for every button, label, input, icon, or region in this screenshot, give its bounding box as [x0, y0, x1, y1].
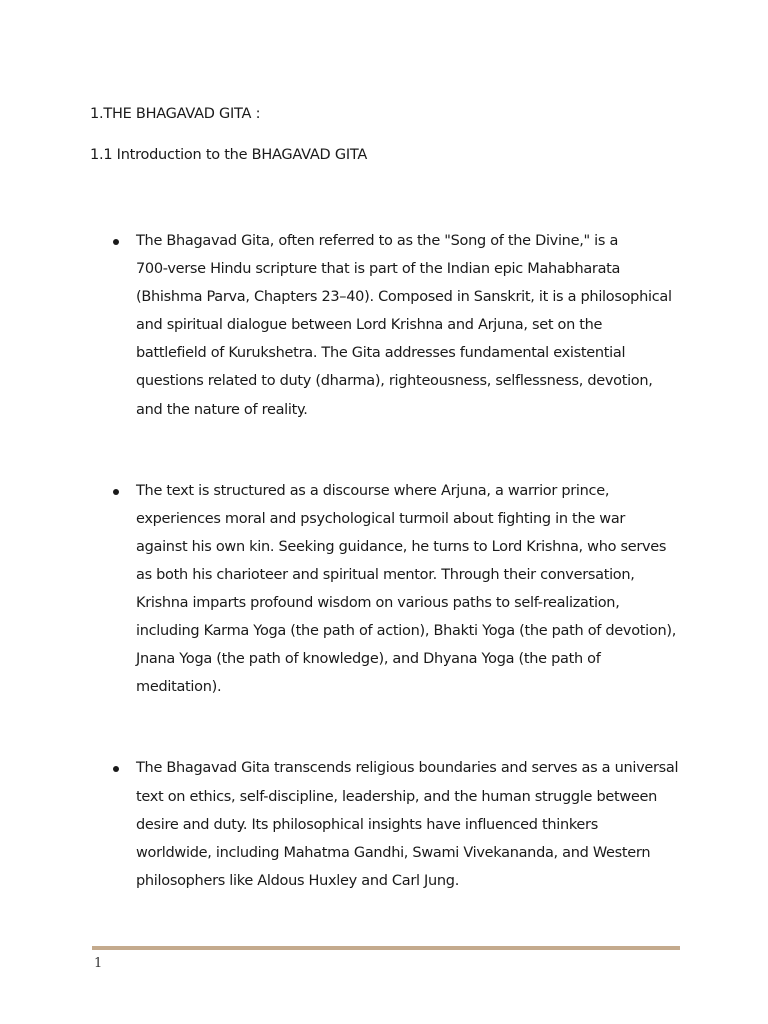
bullet-line: The text is structured as a discourse where Arjuna, a warrior prince,: [136, 482, 610, 499]
bullet-line: Krishna imparts profound wisdom on various paths to self-realization,: [136, 595, 620, 612]
bullet-line: worldwide, including Mahatma Gandhi, Swami Vivekananda, and Western: [136, 844, 651, 861]
bullet-item: [110, 754, 690, 894]
bullet-line: Jnana Yoga (the path of knowledge), and Dhyana Yoga (the path of: [136, 651, 601, 668]
footer-rule: [92, 946, 680, 950]
bullet-icon: [113, 239, 119, 245]
bullet-line: and spiritual dialogue between Lord Krishna and Arjuna, set on the: [136, 317, 603, 334]
bullet-line: The Bhagavad Gita transcends religious boundaries and serves as a universal: [136, 760, 679, 777]
bullet-line: 700-verse Hindu scripture that is part of the Indian epic Mahabharata: [136, 261, 621, 278]
bullet-line: meditation).: [136, 679, 222, 696]
section-heading: 1.1 Introduction to the BHAGAVAD GITA: [90, 147, 367, 163]
page-number: 1: [94, 956, 103, 971]
bullet-line: as both his charioteer and spiritual mentor. Through their conversation,: [136, 566, 635, 583]
bullet-line: philosophers like Aldous Huxley and Carl Jung.: [136, 872, 460, 889]
bullet-line: The Bhagavad Gita, often referred to as the "Song of the Divine," is a: [136, 233, 619, 249]
bullet-icon: [113, 489, 119, 495]
bullet-line: text on ethics, self-discipline, leadership, and the human struggle between: [136, 788, 658, 805]
bullet-line: and the nature of reality.: [136, 401, 308, 418]
bullet-item: [110, 227, 690, 424]
bullet-line: battlefield of Kurukshetra. The Gita addresses fundamental existential: [136, 345, 626, 362]
bullet-item: [110, 477, 690, 702]
bullet-icon: [113, 766, 119, 772]
bullet-line: including Karma Yoga (the path of action), Bhakti Yoga (the path of devotion),: [136, 623, 677, 640]
bullet-line: desire and duty. Its philosophical insights have influenced thinkers: [136, 816, 598, 833]
bullet-list: [110, 227, 690, 895]
bullet-line: questions related to duty (dharma), righteousness, selflessness, devotion,: [136, 373, 653, 390]
bullet-line: (Bhishma Parva, Chapters 23–40). Composed in Sanskrit, it is a philosophical: [136, 289, 672, 306]
chapter-heading: 1.THE BHAGAVAD GITA :: [90, 106, 261, 122]
bullet-line: experiences moral and psychological turmoil about fighting in the war: [136, 510, 626, 527]
bullet-line: against his own kin. Seeking guidance, he turns to Lord Krishna, who serves: [136, 538, 667, 555]
